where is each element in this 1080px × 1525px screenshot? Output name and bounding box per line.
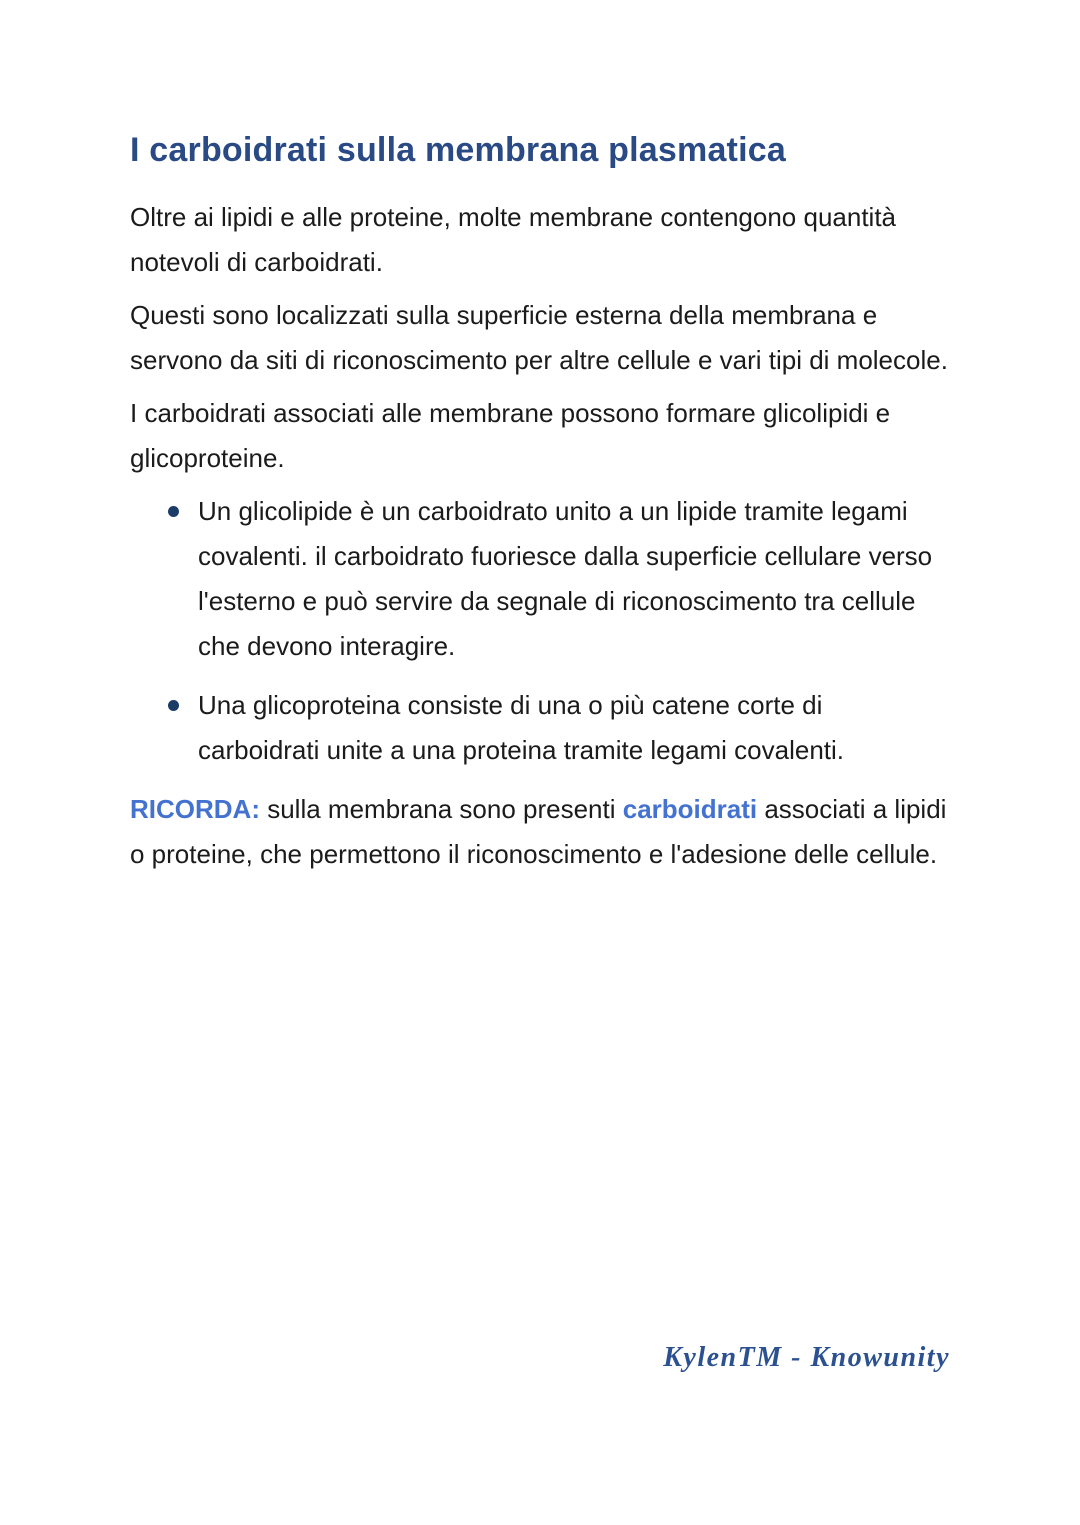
- watermark-signature: KylenTM - Knowunity: [663, 1342, 950, 1373]
- ricorda-label: RICORDA:: [130, 793, 260, 824]
- bullet-list: [130, 489, 950, 773]
- paragraph-intro: Oltre ai lipidi e alle proteine, molte membrane contengono quantità notevoli di carboidrati.: [130, 201, 897, 277]
- bullet-icon: [168, 700, 179, 711]
- paragraph-glico: I carboidrati associati alle membrane possono formare glicolipidi e glicoproteine.: [130, 397, 891, 473]
- list-item-text: Una glicoproteina consiste di una o più catene corte di carboidrati unite a una proteina tramite legami covalenti.: [198, 689, 845, 765]
- list-item-glicoproteina: [130, 683, 950, 773]
- ricorda-text-after: associati a lipidi o proteine, che permettono il riconoscimento e l'adesione delle cellule.: [130, 793, 947, 869]
- ricorda-highlight: carboidrati: [622, 793, 758, 824]
- ricorda-text-before: sulla membrana sono presenti: [260, 793, 623, 824]
- page-title: I carboidrati sulla membrana plasmatica: [130, 131, 786, 169]
- bullet-icon: [168, 506, 179, 517]
- ricorda-note: [130, 787, 950, 877]
- list-item-glicolipide: [130, 489, 950, 669]
- paragraph-localization: Questi sono localizzati sulla superficie esterna della membrana e servono da siti di riconoscimento per altre cellule e vari tipi di molecole.: [130, 299, 948, 375]
- list-item-text: Un glicolipide è un carboidrato unito a un lipide tramite legami covalenti. il carboidrato fuoriesce dalla superficie cellulare verso l'esterno e può servire da segnale di riconoscimento tra cellule che devono interagire.: [198, 495, 933, 661]
